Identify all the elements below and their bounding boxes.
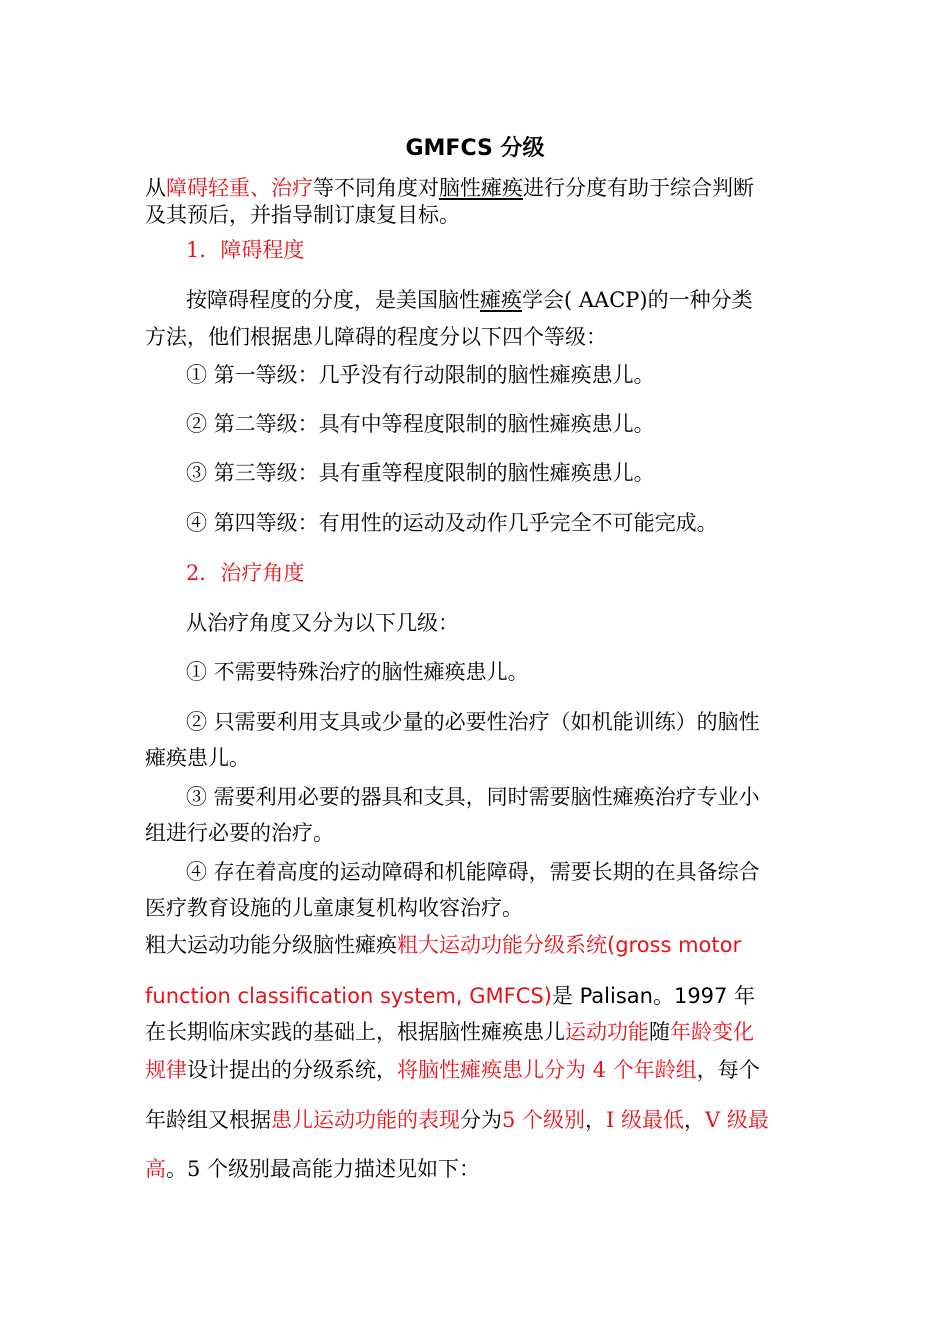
gmfcs-text: 是 Palisan。1997 年	[551, 984, 756, 1008]
grade-item-2: ② 第二等级：具有中等程度限制的脑性瘫痪患儿。	[186, 412, 655, 436]
grade-item-1: ① 第一等级：几乎没有行动限制的脑性瘫痪患儿。	[186, 363, 655, 387]
intro-underlined-term: 脑性瘫痪	[439, 176, 523, 200]
paragraph-text: 按障碍程度的分度，是美国脑性	[186, 288, 480, 312]
gmfcs-highlight: 将脑性瘫痪患儿分为 4 个年龄组	[397, 1058, 697, 1082]
intro-text: 等不同角度对	[313, 176, 439, 200]
gmfcs-text: 分为	[460, 1108, 502, 1132]
gmfcs-highlight: 5 个级别	[502, 1108, 586, 1132]
gmfcs-text: 。5 个级别最高能力描述见如下：	[166, 1157, 481, 1181]
treatment-item-3-line-2: 组进行必要的治疗。	[145, 821, 334, 845]
gmfcs-highlight: 年龄变化	[670, 1020, 754, 1044]
gmfcs-highlight: 运动功能	[565, 1020, 649, 1044]
gmfcs-text: ，	[684, 1108, 706, 1132]
intro-text: 进行分度有助于综合判断	[523, 176, 754, 200]
gmfcs-highlight: 粗大运动功能分级系统(gross motor	[397, 933, 742, 957]
gmfcs-line-1	[145, 930, 810, 960]
intro-line-2: 及其预后，并指导制订康复目标。	[145, 203, 460, 227]
intro-line-1	[145, 173, 810, 203]
underlined-term: 瘫痪	[480, 288, 522, 312]
gmfcs-highlight: 规律	[145, 1058, 187, 1082]
gmfcs-text: 设计提出的分级系统，	[187, 1058, 397, 1082]
gmfcs-text: 在长期临床实践的基础上，根据脑性瘫痪患儿	[145, 1020, 565, 1044]
gmfcs-highlight: I 级最低	[606, 1108, 685, 1132]
paragraph-text: 学会( AACP)的一种分类	[522, 288, 753, 312]
gmfcs-highlight: 患儿运动功能的表现	[271, 1108, 460, 1132]
gmfcs-line-4	[145, 1055, 810, 1085]
gmfcs-line-2	[145, 981, 810, 1011]
treatment-item-2-line-1: ② 只需要利用支具或少量的必要性治疗（如机能训练）的脑性	[186, 710, 760, 734]
gmfcs-text: ，每个	[696, 1058, 760, 1082]
gmfcs-text: 粗大运动功能分级脑性瘫痪	[145, 933, 397, 957]
intro-highlight: 障碍轻重、治疗	[166, 176, 313, 200]
section1-paragraph-line-1	[186, 285, 851, 315]
gmfcs-highlight: V 级最	[705, 1108, 769, 1132]
page-title: GMFCS 分级	[405, 136, 545, 161]
gmfcs-line-3	[145, 1017, 810, 1047]
intro-text: 从	[145, 176, 166, 200]
section2-lead: 从治疗角度又分为以下几级：	[186, 611, 459, 635]
section1-paragraph-line-2: 方法，他们根据患儿障碍的程度分以下四个等级：	[145, 325, 607, 349]
grade-item-4: ④ 第四等级：有用性的运动及动作几乎完全不可能完成。	[186, 511, 718, 535]
treatment-item-4-line-2: 医疗教育设施的儿童康复机构收容治疗。	[145, 896, 523, 920]
gmfcs-text: 随	[649, 1020, 670, 1044]
treatment-item-1: ① 不需要特殊治疗的脑性瘫痪患儿。	[186, 660, 529, 684]
gmfcs-text: ，	[585, 1108, 607, 1132]
gmfcs-text: 年龄组又根据	[145, 1108, 271, 1132]
grade-item-3: ③ 第三等级：具有重等程度限制的脑性瘫痪患儿。	[186, 461, 655, 485]
gmfcs-highlight: 高	[145, 1157, 166, 1181]
treatment-item-2-line-2: 瘫痪患儿。	[145, 746, 250, 770]
treatment-item-3-line-1: ③ 需要利用必要的器具和支具，同时需要脑性瘫痪治疗专业小	[186, 785, 760, 809]
section-heading-1: 1．障碍程度	[186, 238, 305, 262]
gmfcs-line-5	[145, 1105, 810, 1135]
gmfcs-line-6	[145, 1154, 810, 1184]
treatment-item-4-line-1: ④ 存在着高度的运动障碍和机能障碍，需要长期的在具备综合	[186, 860, 760, 884]
gmfcs-highlight: function classification system, GMFCS)	[145, 984, 552, 1008]
section-heading-2: 2．治疗角度	[186, 561, 305, 585]
